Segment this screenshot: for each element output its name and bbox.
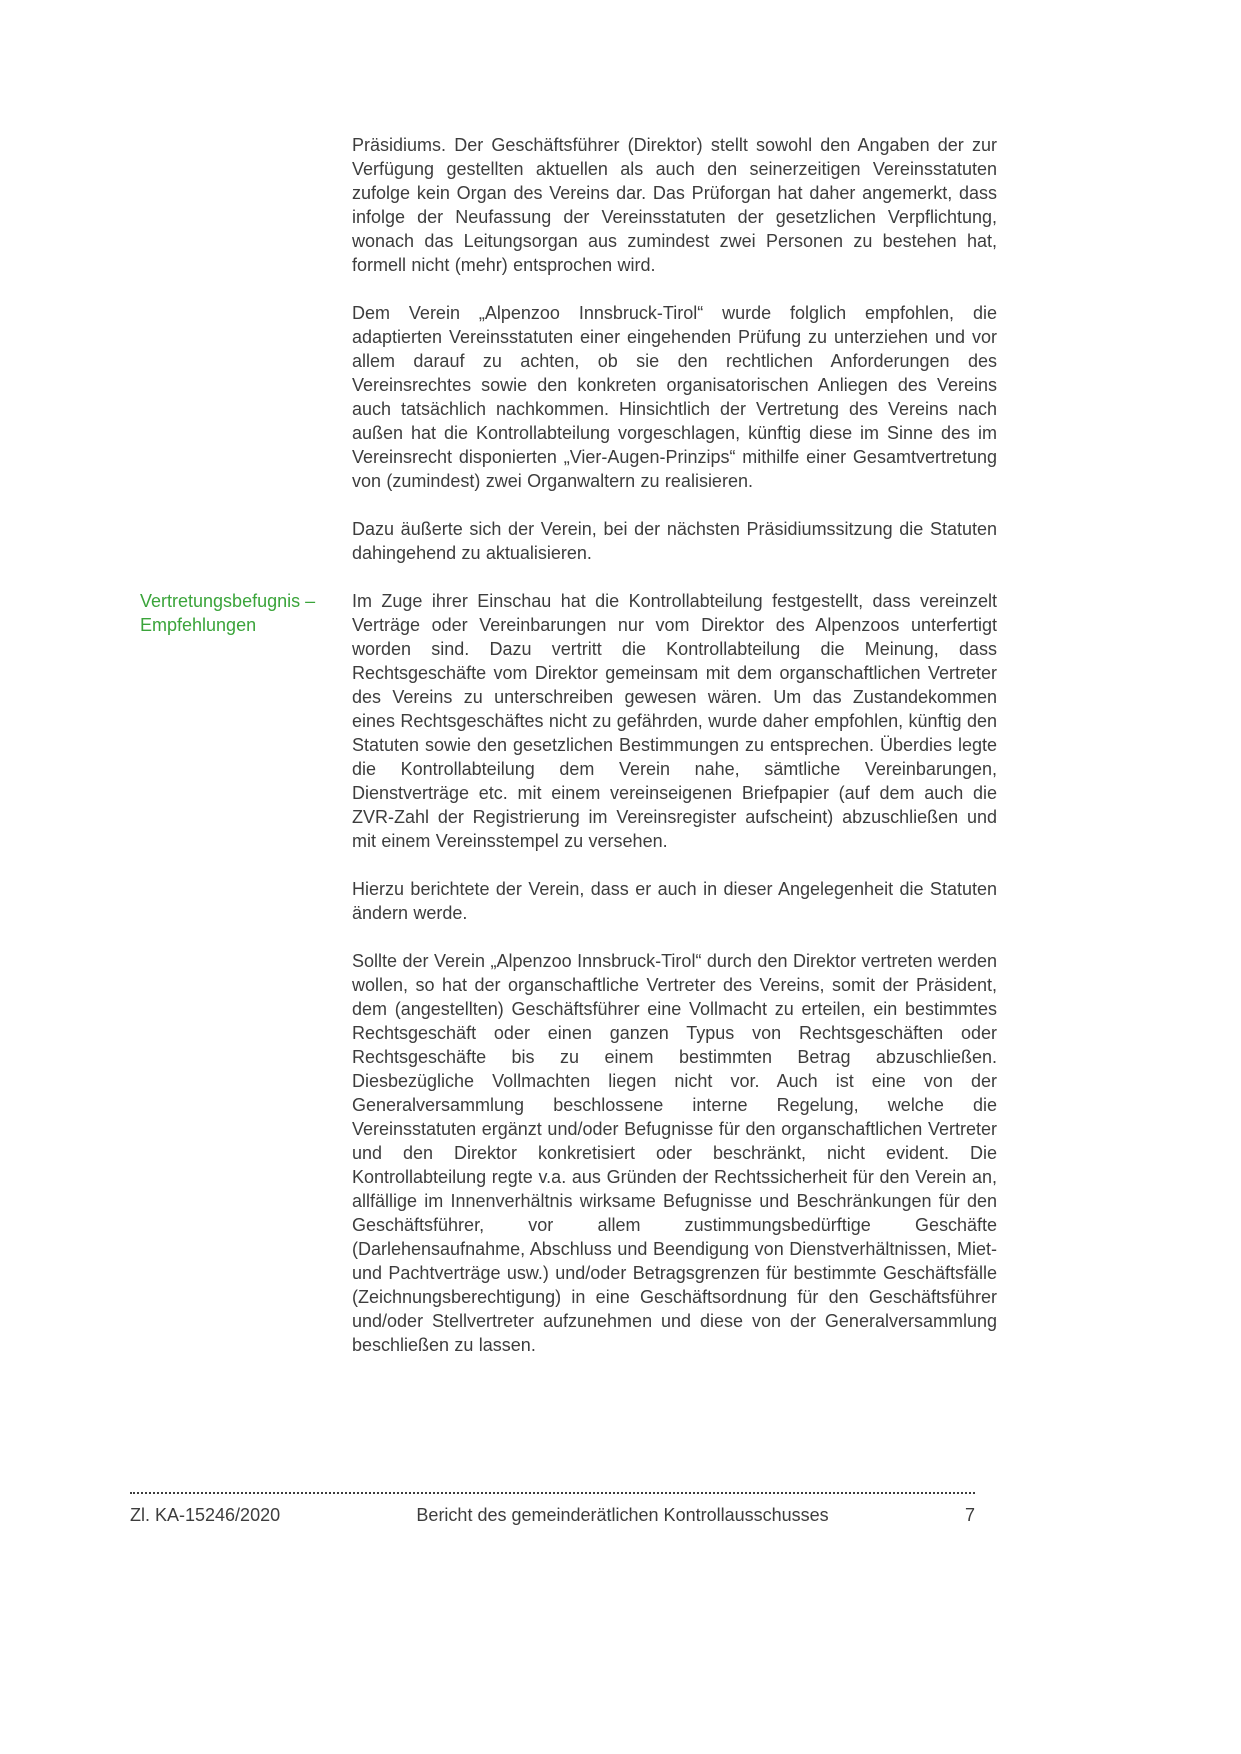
- document-section: [0, 133, 1241, 277]
- paragraph-text: Hierzu berichtete der Verein, dass er auch in dieser Angelegenheit die Statuten ändern werde.: [352, 879, 997, 923]
- footer-report-title: Bericht des gemeinderätlichen Kontrollausschusses: [416, 1505, 829, 1525]
- document-section: [0, 301, 1241, 493]
- paragraph-text: Dazu äußerte sich der Verein, bei der nächsten Präsidiumssitzung die Statuten dahingehend zu aktualisieren.: [352, 519, 997, 563]
- footer-text-row: [130, 1503, 975, 1527]
- document-section: [0, 949, 1241, 1357]
- document-section: [0, 589, 1241, 853]
- page-footer: [130, 1490, 975, 1527]
- footer-reference-number: Zl. KA-15246/2020: [130, 1505, 281, 1525]
- footer-page-number: 7: [964, 1505, 975, 1525]
- paragraph-text: Sollte der Verein „Alpenzoo Innsbruck-Tirol“ durch den Direktor vertreten werden wollen, so hat der organschaftliche Vertreter des Vereins, somit der Präsident, dem (angestellten) Geschäftsführer eine Vollmacht zu erteilen, ein bestimmtes Rechtsgeschäft oder einen ganzen Typus von Rechtsgeschäften oder Rechtsgeschäfte bis zu einem bestimmten Betrag abzuschließen. Diesbezügliche Vollmachten liegen nicht vor. Auch ist eine von der Generalversammlung beschlossene interne Regelung, welche die Vereinsstatuten ergänzt und/oder Befugnisse für den organschaftlichen Vertreter und den Direktor konkretisiert oder beschränkt, nicht evident. Die Kontrollabteilung regte v.a. aus Gründen der Rechtssicherheit für den Verein an, allfällige im Innenverhältnis wirksame Befugnisse und Beschränkungen für den Geschäftsführer, vor allem zustimmungsbedürftige Geschäfte (Darlehensaufnahme, Abschluss und Beendigung von Dienstverhältnissen, Miet- und Pachtverträge usw.) und/oder Betragsgrenzen für bestimmte Geschäftsfälle (Zeichnungsberechtigung) in eine Geschäftsordnung für den Geschäftsführer und/oder Stellvertreter aufzunehmen und diese von der Generalversammlung beschließen zu lassen.: [352, 951, 997, 1355]
- paragraph-text: Präsidiums. Der Geschäftsführer (Direktor) stellt sowohl den Angaben der zur Verfügung gestellten aktuellen als auch den seinerzeitigen Vereinsstatuten zufolge kein Organ des Vereins dar. Das Prüforgan hat daher angemerkt, dass infolge der Neufassung der Vereinsstatuten der gesetzlichen Verpflichtung, wonach das Leitungsorgan aus zumindest zwei Personen zu bestehen hat, formell nicht (mehr) entsprochen wird.: [352, 135, 997, 275]
- document-section: [0, 517, 1241, 565]
- paragraph-text: Dem Verein „Alpenzoo Innsbruck-Tirol“ wurde folglich empfohlen, die adaptierten Vereinsstatuten einer eingehenden Prüfung zu unterziehen und vor allem darauf zu achten, ob sie den rechtlichen Anforderungen des Vereinsrechtes sowie den konkreten organisatorischen Anliegen des Vereins auch tatsächlich nachkommen. Hinsichtlich der Vertretung des Vereins nach außen hat die Kontrollabteilung vorgeschlagen, künftig diese im Sinne des im Vereinsrecht disponierten „Vier-Augen-Prinzips“ mithilfe einer Gesamtvertretung von (zumindest) zwei Organwaltern zu realisieren.: [352, 303, 997, 491]
- document-body: [0, 133, 1241, 1381]
- document-section: [0, 877, 1241, 925]
- paragraph-text: Im Zuge ihrer Einschau hat die Kontrollabteilung festgestellt, dass vereinzelt Verträge oder Vereinbarungen nur vom Direktor des Alpenzoos unterfertigt worden sind. Dazu vertritt die Kontrollabteilung die Meinung, dass Rechtsgeschäfte vom Direktor gemeinsam mit dem organschaftlichen Vertreter des Vereins zu unterschreiben gewesen wären. Um das Zustandekommen eines Rechtsgeschäftes nicht zu gefährden, wurde daher empfohlen, künftig den Statuten sowie den gesetzlichen Bestimmungen zu entsprechen. Überdies legte die Kontrollabteilung dem Verein nahe, sämtliche Vereinbarungen, Dienstverträge etc. mit einem vereinseigenen Briefpapier (auf dem auch die ZVR-Zahl der Registrierung im Vereinsregister aufscheint) abzuschließen und mit einem Vereinsstempel zu versehen.: [352, 591, 997, 851]
- footer-divider: [130, 1490, 975, 1494]
- margin-label: Vertretungsbefugnis – Empfehlungen: [140, 591, 316, 635]
